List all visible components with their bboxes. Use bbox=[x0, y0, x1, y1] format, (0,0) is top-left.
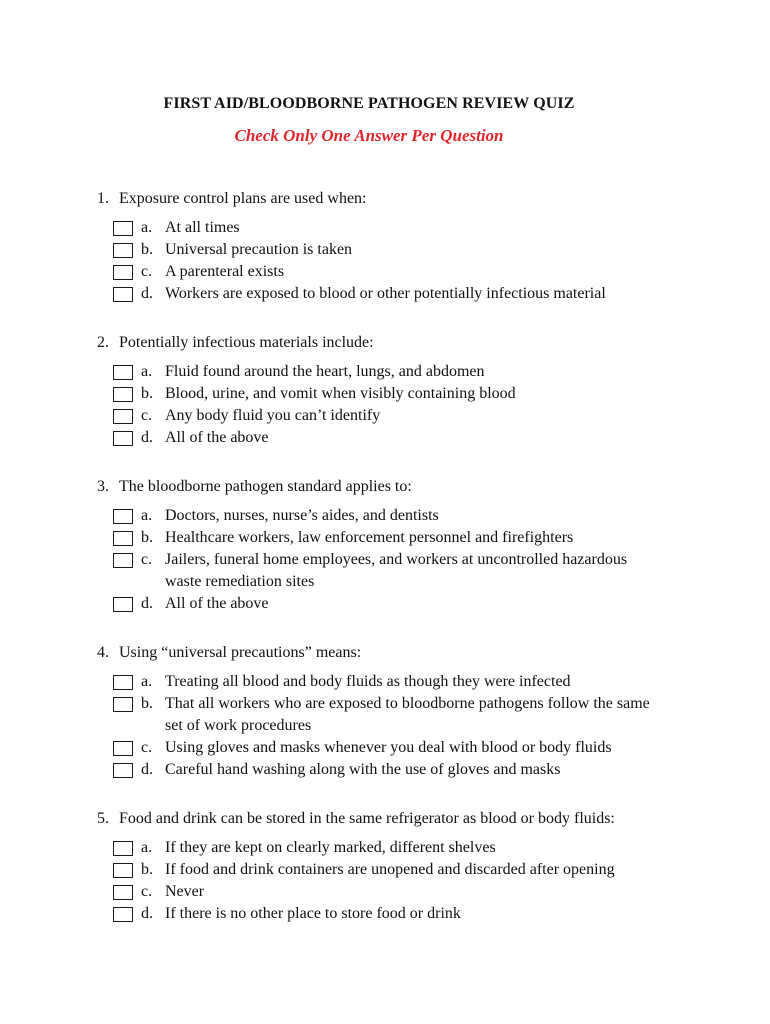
option-letter: a. bbox=[141, 507, 153, 524]
option-text: set of work procedures bbox=[165, 717, 312, 734]
question-text: Using “universal precautions” means: bbox=[119, 644, 362, 661]
option-letter: b. bbox=[141, 529, 153, 546]
option-text: At all times bbox=[165, 219, 240, 236]
option-text: Fluid found around the heart, lungs, and abdomen bbox=[165, 363, 485, 380]
option-text: Healthcare workers, law enforcement personnel and firefighters bbox=[165, 529, 574, 546]
option-letter: b. bbox=[141, 695, 153, 712]
option-text: That all workers who are exposed to bloodborne pathogens follow the same bbox=[165, 695, 650, 712]
option-text: Using gloves and masks whenever you deal with blood or body fluids bbox=[165, 739, 612, 756]
option-letter: d. bbox=[141, 285, 153, 302]
question-number: 3. bbox=[97, 478, 109, 495]
answer-checkbox[interactable] bbox=[113, 531, 133, 546]
option-letter: a. bbox=[141, 363, 153, 380]
option-text: If food and drink containers are unopened and discarded after opening bbox=[165, 861, 615, 878]
answer-checkbox[interactable] bbox=[113, 431, 133, 446]
answer-checkbox[interactable] bbox=[113, 741, 133, 756]
option-text: A parenteral exists bbox=[165, 263, 285, 280]
answer-checkbox[interactable] bbox=[113, 265, 133, 280]
answer-checkbox[interactable] bbox=[113, 863, 133, 878]
answer-checkbox[interactable] bbox=[113, 287, 133, 302]
question-number: 4. bbox=[97, 644, 109, 661]
option-letter: b. bbox=[141, 385, 153, 402]
option-text: Blood, urine, and vomit when visibly containing blood bbox=[165, 385, 516, 402]
option-letter: c. bbox=[141, 883, 153, 900]
answer-checkbox[interactable] bbox=[113, 763, 133, 778]
option-text: If they are kept on clearly marked, different shelves bbox=[165, 839, 496, 856]
option-letter: d. bbox=[141, 595, 153, 612]
option-letter: c. bbox=[141, 739, 153, 756]
option-letter: a. bbox=[141, 219, 153, 236]
option-letter: a. bbox=[141, 673, 153, 690]
answer-checkbox[interactable] bbox=[113, 243, 133, 258]
option-text: If there is no other place to store food or drink bbox=[165, 905, 461, 922]
question-text: The bloodborne pathogen standard applies to: bbox=[119, 478, 412, 495]
option-text: waste remediation sites bbox=[165, 573, 315, 590]
option-letter: c. bbox=[141, 551, 153, 568]
option-text: Workers are exposed to blood or other potentially infectious material bbox=[165, 285, 606, 302]
question-text: Food and drink can be stored in the same refrigerator as blood or body fluids: bbox=[119, 810, 615, 827]
answer-checkbox[interactable] bbox=[113, 697, 133, 712]
option-letter: d. bbox=[141, 905, 153, 922]
answer-checkbox[interactable] bbox=[113, 387, 133, 402]
option-text: Universal precaution is taken bbox=[165, 241, 353, 258]
question-number: 1. bbox=[97, 190, 109, 207]
answer-checkbox[interactable] bbox=[113, 885, 133, 900]
option-letter: d. bbox=[141, 429, 153, 446]
answer-checkbox[interactable] bbox=[113, 553, 133, 568]
option-text: Doctors, nurses, nurse’s aides, and dentists bbox=[165, 507, 439, 524]
option-text: All of the above bbox=[165, 429, 269, 446]
answer-checkbox[interactable] bbox=[113, 365, 133, 380]
option-letter: b. bbox=[141, 241, 153, 258]
question-number: 5. bbox=[97, 810, 109, 827]
option-letter: c. bbox=[141, 263, 153, 280]
option-letter: d. bbox=[141, 761, 153, 778]
question-text: Exposure control plans are used when: bbox=[119, 190, 367, 207]
option-text: Jailers, funeral home employees, and workers at uncontrolled hazardous bbox=[165, 551, 628, 568]
option-text: Treating all blood and body fluids as though they were infected bbox=[165, 673, 571, 690]
option-text: Any body fluid you can’t identify bbox=[165, 407, 381, 424]
answer-checkbox[interactable] bbox=[113, 409, 133, 424]
question-number: 2. bbox=[97, 334, 109, 351]
option-text: Careful hand washing along with the use of gloves and masks bbox=[165, 761, 561, 778]
question-text: Potentially infectious materials include: bbox=[119, 334, 374, 351]
answer-checkbox[interactable] bbox=[113, 221, 133, 236]
option-letter: b. bbox=[141, 861, 153, 878]
quiz-instructions: Check Only One Answer Per Question bbox=[234, 126, 504, 145]
answer-checkbox[interactable] bbox=[113, 597, 133, 612]
option-text: All of the above bbox=[165, 595, 269, 612]
option-text: Never bbox=[165, 883, 205, 900]
answer-checkbox[interactable] bbox=[113, 841, 133, 856]
answer-checkbox[interactable] bbox=[113, 675, 133, 690]
option-letter: a. bbox=[141, 839, 153, 856]
answer-checkbox[interactable] bbox=[113, 509, 133, 524]
quiz-title: FIRST AID/BLOODBORNE PATHOGEN REVIEW QUIZ bbox=[163, 95, 575, 112]
option-letter: c. bbox=[141, 407, 153, 424]
answer-checkbox[interactable] bbox=[113, 907, 133, 922]
